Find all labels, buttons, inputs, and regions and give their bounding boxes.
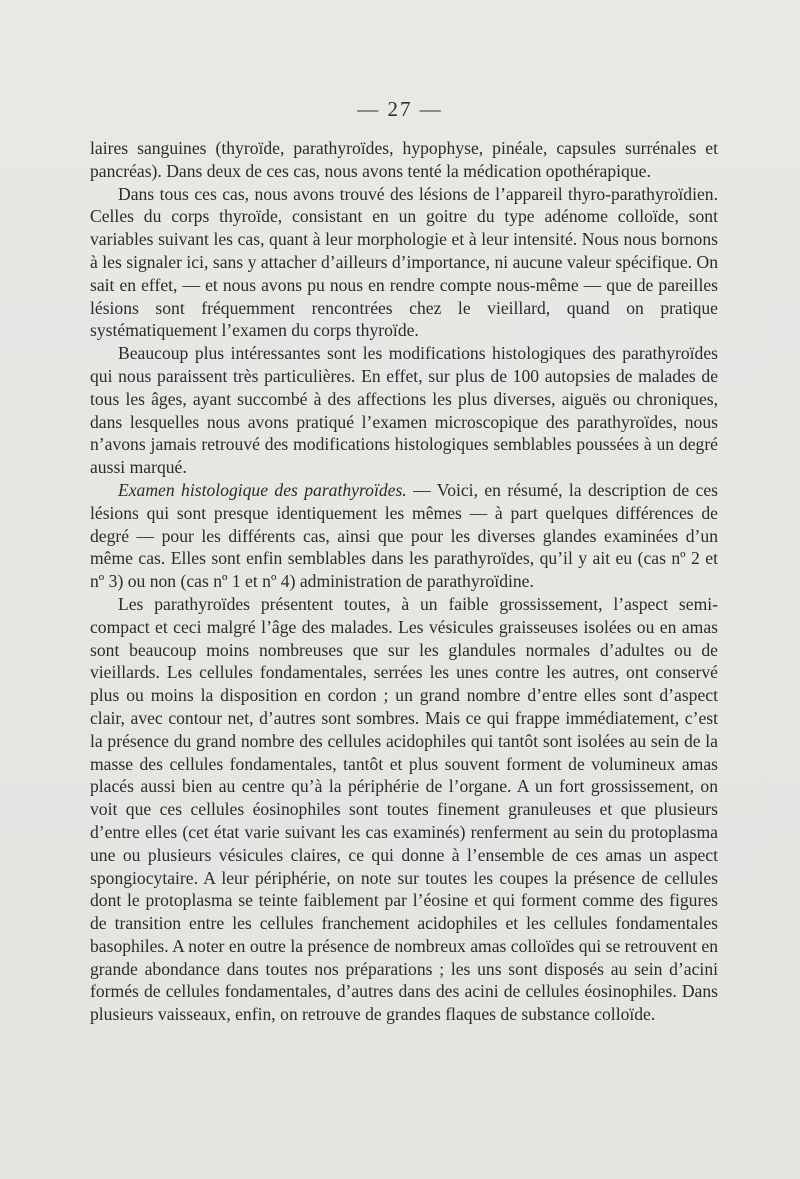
section-heading-italic: Examen histologique des parathyroïdes. [118,479,407,500]
paragraph-thyroid-lesions: Dans tous ces cas, nous avons trouvé des lésions de l’appareil thyro-parathyroïdien. Celles du corps thyroïde, consistant en un goitre du type adénome colloïde, sont variables suivant les cas, quant à leur morphologie et à leur intensité. Nous nous bornons à les signaler ici, sans y attacher d’ailleurs d’importance, ni aucune valeur spécifique. On sait en effet, — et nous avons pu nous en rendre compte nous-même — que de pareilles lésions sont fréquemment rencontrées chez le vieillard, quand on pratique systématiquement l’examen du corps thyroïde. [90,183,718,341]
paragraph-parathyroid-description: Les parathyroïdes présentent toutes, à un faible grossissement, l’aspect semi-compact et ceci malgré l’âge des malades. Les vésicules graisseuses isolées ou en amas sont beaucoup moins nombreuses que sur les glandules normales d’adultes ou de vieillards. Les cellules fondamentales, serrées les unes contre les autres, ont conservé plus ou moins la disposition en cordon ; un grand nombre d’entre elles sont d’aspect clair, avec contour net, d’autres sont sombres. Mais ce qui frappe immédiatement, c’est la présence du grand nombre des cellules acidophiles qui tantôt sont isolées au sein de la masse des cellules fondamentales, tantôt et plus souvent forment de volumineux amas placés aussi bien au centre qu’à la périphérie de l’organe. A un fort grossissement, on voit que ces cellules éosinophiles sont toutes finement granuleuses et que plusieurs d’entre elles (cet état varie suivant les cas examinés) renferment au sein du protoplasma une ou plusieurs vésicules claires, ce qui donne à l’ensemble de ces amas un aspect spongiocytaire. A leur périphérie, on note sur toutes les coupes la présence de cellules dont le protoplasma se teinte faiblement par l’éosine et qui forment comme des figures de transition entre les cellules franchement acidophiles et les cellules fondamentales basophiles. A noter en outre la présence de nombreux amas colloïdes qui se retrouvent en grande abondance dans toutes nos préparations ; les uns sont disposés au sein d’acini formés de cellules fondamentales, d’autres dans des acini de cellules éosinophiles. Dans plusieurs vaisseaux, enfin, on retrouve de grandes flaques de substance colloïde. [90,593,718,1025]
paragraph-histological-exam [90,479,718,593]
paragraph-parathyroid-modifications: Beaucoup plus intéressantes sont les modifications histologiques des parathyroïdes qui nous paraissent très particulières. En effet, sur plus de 100 autopsies de malades de tous les âges, ayant succombé à des affections les plus diverses, aiguës ou chroniques, dans lesquelles nous avons pratiqué l’examen microscopique des parathyroïdes, nous n’avons jamais retrouvé des modifications histologiques semblables poussées à un degré aussi marqué. [90,343,718,478]
paragraph-continuation: laires sanguines (thyroïde, parathyroïdes, hypophyse, pinéale, capsules surrénales et pancréas). Dans deux de ces cas, nous avons tenté la médication opothérapique. [90,138,718,181]
paragraph-histological-exam-text: — Voici, en résumé, la description de ces lésions qui sont presque identiquement les mêmes — à part quelques différences de degré — pour les différents cas, ainsi que pour les diverses glandes examinées d’un même cas. Elles sont enfin semblables dans les parathyroïdes, qu’il y ait eu (cas nº 2 et nº 3) ou non (cas nº 1 et nº 4) administration de parathyroïdine. [90,479,719,592]
page-number: — 27 — [357,97,443,121]
body-text [90,137,718,1026]
